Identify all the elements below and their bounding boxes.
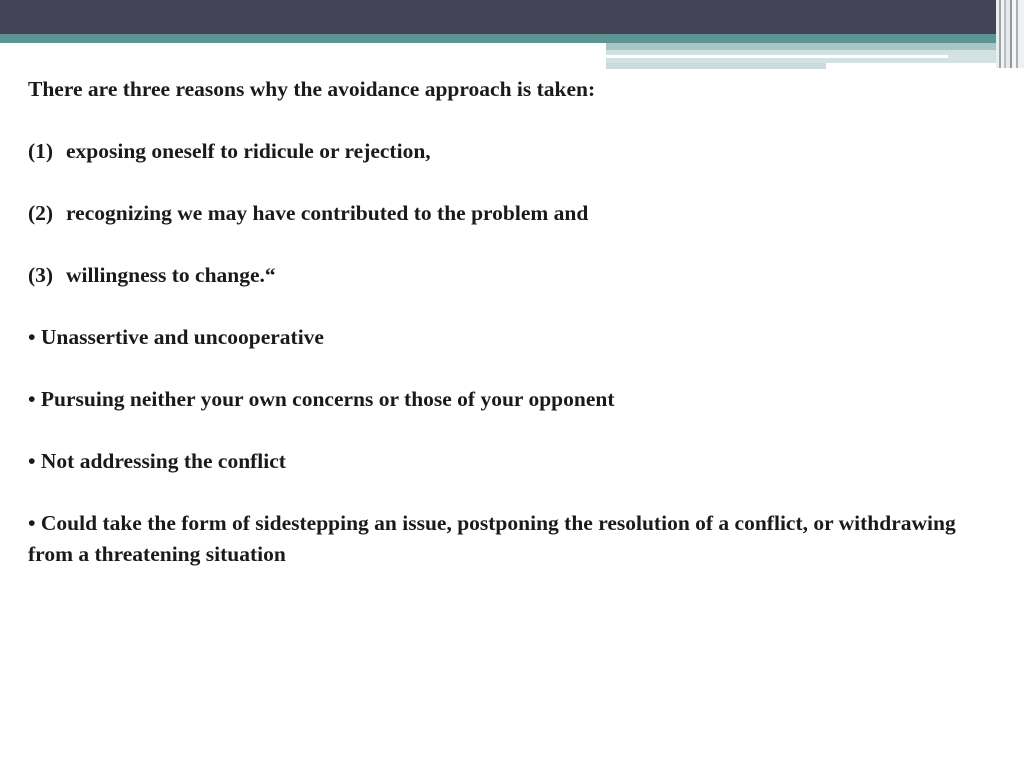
- bullet-item-1: • Unassertive and uncooperative: [28, 325, 324, 349]
- slide-body: [28, 74, 998, 601]
- header-band-teal: [0, 34, 1024, 43]
- reason-item-3: [28, 260, 998, 291]
- header-band-dark: [0, 0, 1024, 34]
- bullet-item-2: • Pursuing neither your own concerns or those of your opponent: [28, 387, 615, 411]
- reason-number: (2): [28, 201, 54, 225]
- reason-item-2: [28, 198, 998, 229]
- corner-stripes-decoration: [996, 0, 1024, 68]
- reason-item-1: [28, 136, 998, 167]
- reason-text: willingness to change.“: [66, 263, 276, 287]
- header-right-line: [606, 55, 948, 58]
- reason-text: recognizing we may have contributed to the problem and: [66, 201, 589, 225]
- header-white-tab: [0, 43, 606, 53]
- intro-text: There are three reasons why the avoidance approach is taken:: [28, 77, 596, 101]
- header-right-lower: [606, 63, 826, 69]
- reason-number: (1): [28, 139, 54, 163]
- bullet-item-4: • Could take the form of sidestepping an issue, postponing the resolution of a conflict, or withdrawing from a threatening situation: [28, 511, 956, 566]
- reason-number: (3): [28, 263, 54, 287]
- bullet-item-3: • Not addressing the conflict: [28, 449, 286, 473]
- reason-text: exposing oneself to ridicule or rejection,: [66, 139, 431, 163]
